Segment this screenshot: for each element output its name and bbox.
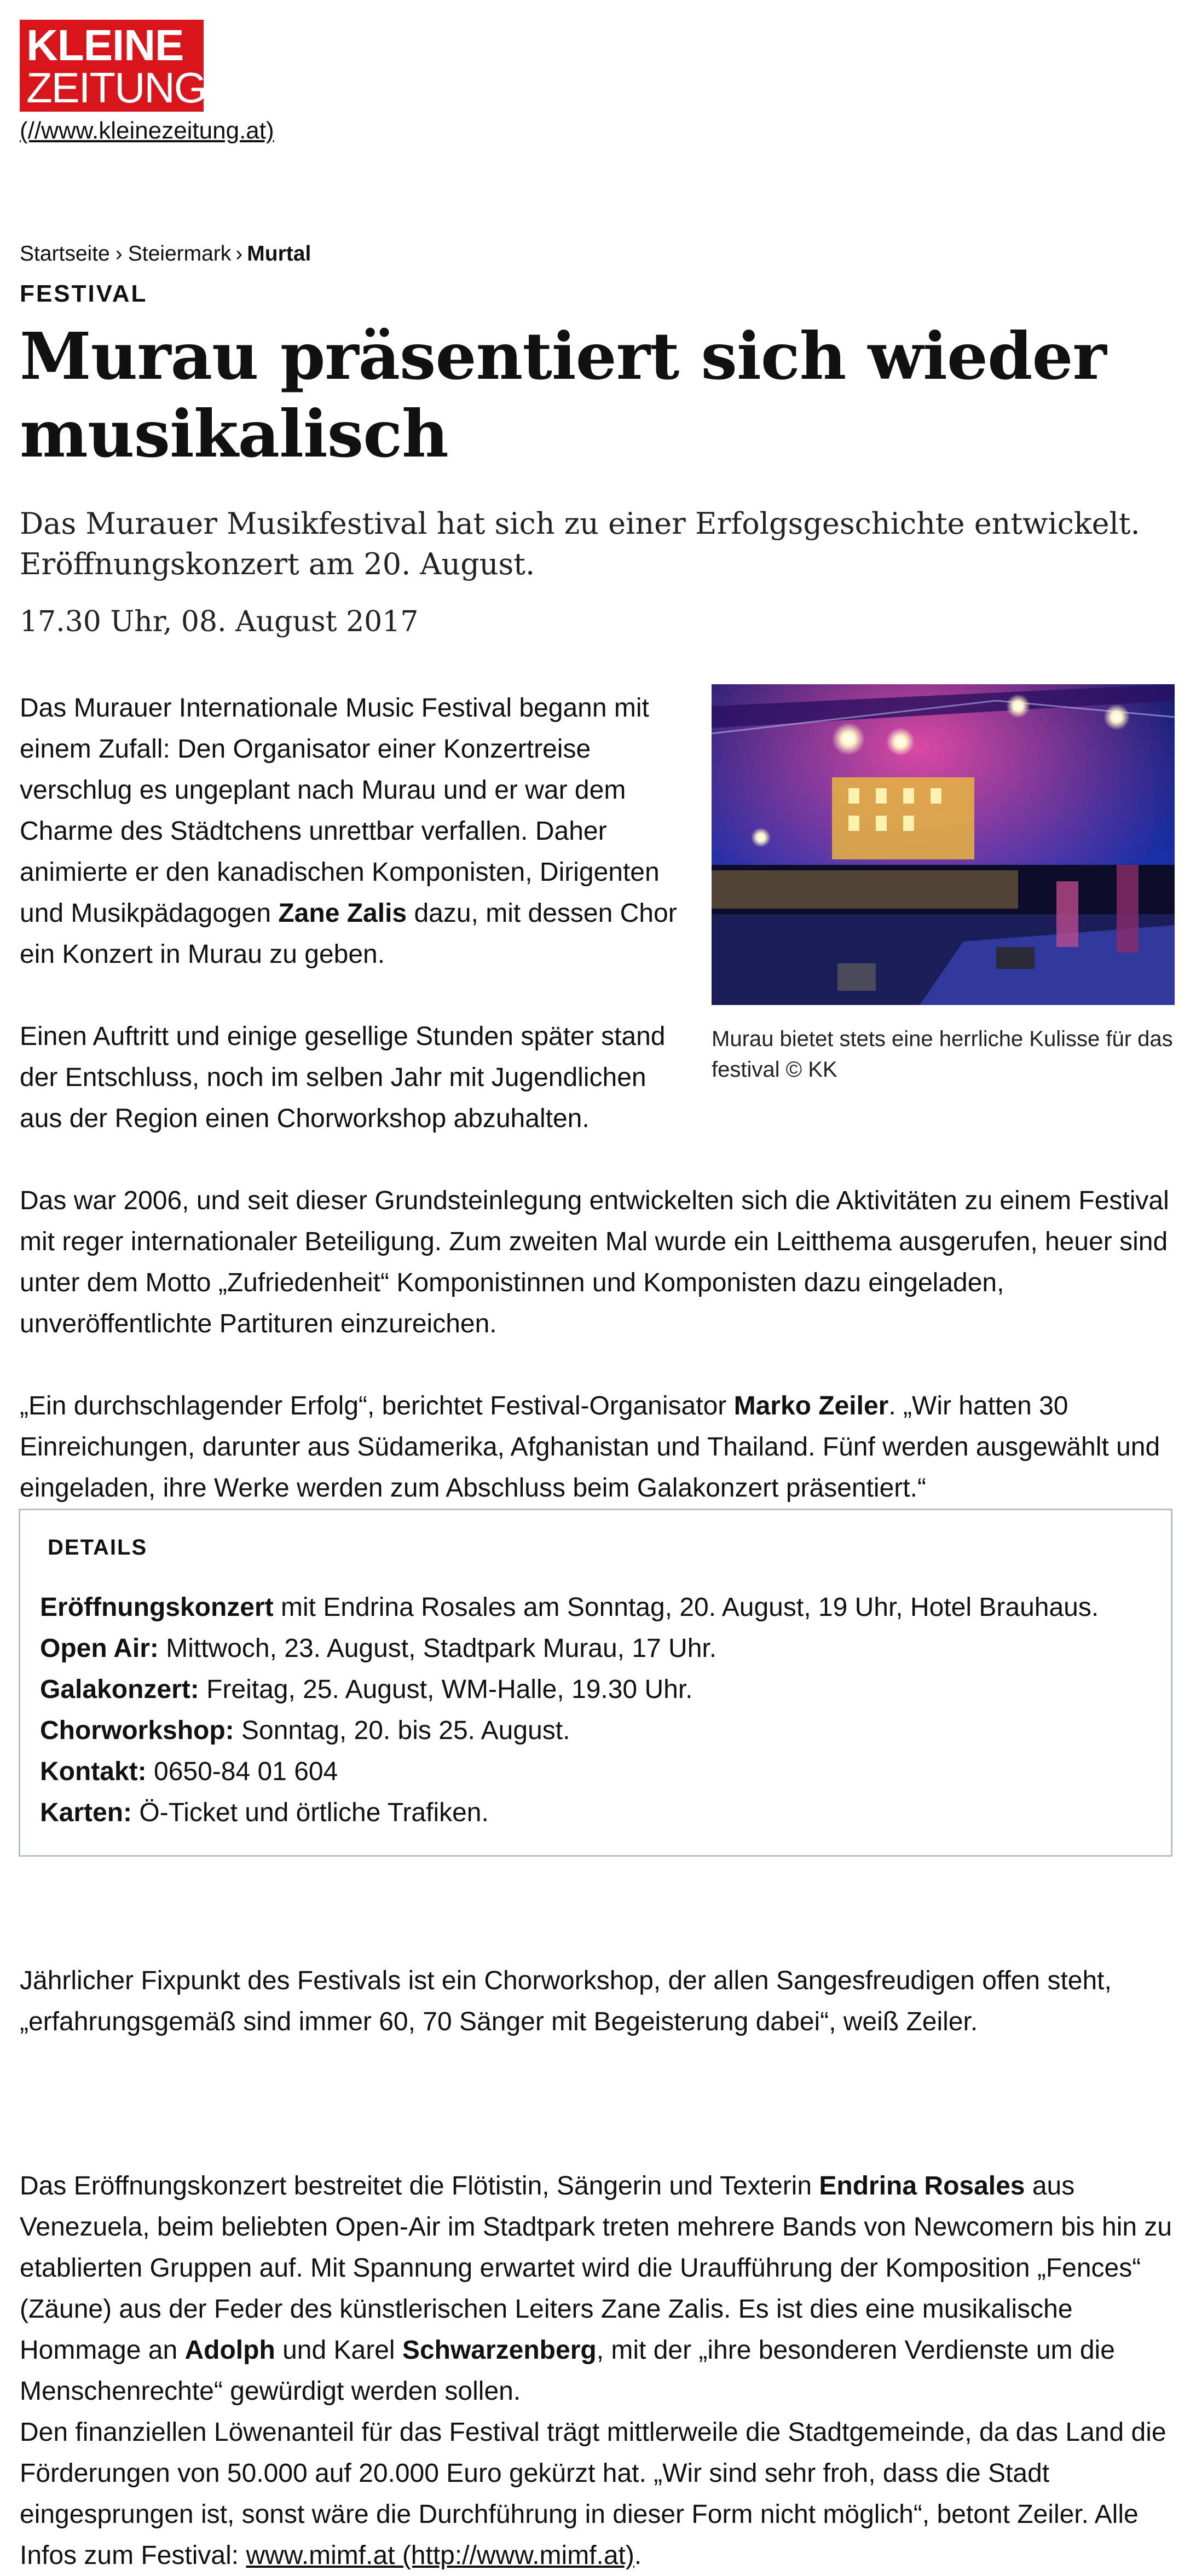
- breadcrumb: [20, 242, 311, 266]
- text: , mit der „ihre besonderen Verdienste um die Menschenrechte“ gewürdigt werden sollen.: [20, 2336, 1115, 2406]
- article-headline: Murau präsentiert sich wieder musikalisch: [20, 318, 1106, 472]
- details-item: [40, 1628, 1099, 1669]
- details-label: Kontakt:: [40, 1757, 147, 1786]
- paragraph-7: [20, 2412, 1180, 2576]
- article-date: 17.30 Uhr, 08. August 2017: [20, 605, 419, 638]
- details-label: Chorworkshop:: [40, 1716, 234, 1745]
- details-text: 0650-84 01 604: [146, 1757, 338, 1786]
- text: aus Venezuela, beim beliebten Open-Air im Stadtpark treten mehrere Bands von Newcomern bis hin zu etablierten Gruppen auf. Mit Spannung erwartet wird die Uraufführung der Komposition „Fences“ (Zäune) aus der Feder des künstlerischen Leiters Zane Zalis. Es ist dies eine musikalische Hommage an: [20, 2171, 1172, 2365]
- breadcrumb-steiermark[interactable]: Steiermark: [128, 242, 232, 265]
- text: . „Wir hatten 30 Einreichungen, darunter aus Südamerika, Afghanistan und Thailand. Fünf werden ausgewählt und eingeladen, ihre Werke werden zum Abschluss beim Galakonzert präsentiert.“: [20, 1391, 1160, 1503]
- details-text: Sonntag, 20. bis 25. August.: [234, 1716, 570, 1745]
- concert-stage-photo: [712, 684, 1175, 1005]
- kleine-zeitung-logo[interactable]: [20, 20, 204, 112]
- bold-name: Endrina Rosales: [819, 2171, 1025, 2200]
- paragraph-6: [20, 2165, 1180, 2412]
- details-text: Freitag, 25. August, WM-Halle, 19.30 Uhr.: [199, 1675, 693, 1704]
- paragraph-2: Einen Auftritt und einige gesellige Stunden später stand der Entschluss, noch im selben Jahr mit Jugendlichen aus der Region einen Chorworkshop abzuhalten.: [20, 1022, 666, 1133]
- bold-name: Marko Zeiler: [733, 1391, 889, 1420]
- details-text: Ö-Ticket und örtliche Trafiken.: [132, 1798, 489, 1827]
- bold-name: Schwarzenberg: [402, 2336, 597, 2365]
- details-list: [40, 1587, 1099, 1833]
- text: .: [634, 2541, 642, 2570]
- details-item: [40, 1751, 1099, 1792]
- details-item: [40, 1710, 1099, 1751]
- details-item: [40, 1792, 1099, 1833]
- bold-name: Adolph: [184, 2336, 275, 2365]
- text: und Karel: [275, 2336, 402, 2365]
- details-text: mit Endrina Rosales am Sonntag, 20. August, 19 Uhr, Hotel Brauhaus.: [273, 1593, 1099, 1622]
- text: Das Eröffnungskonzert bestreitet die Flötistin, Sängerin und Texterin: [20, 2171, 819, 2200]
- logo-home-link[interactable]: (//www.kleinezeitung.at): [20, 117, 274, 144]
- breadcrumb-separator: ›: [235, 242, 243, 265]
- breadcrumb-separator: ›: [115, 242, 123, 265]
- paragraph-4: [20, 1385, 1180, 1509]
- details-label: Galakonzert:: [40, 1675, 199, 1704]
- article-lead: Das Murauer Musikfestival hat sich zu einer Erfolgsgeschichte entwickelt. Eröffnungskonzert am 20. August.: [20, 506, 1140, 581]
- paragraph-1: [20, 688, 687, 975]
- article-image[interactable]: [712, 684, 1175, 1005]
- text: Den finanziellen Löwenanteil für das Festival trägt mittlerweile die Stadtgemeinde, da das Land die Förderungen von 50.000 auf 20.000 Euro gekürzt hat. „Wir sind sehr froh, dass die Stadt eingesprungen ist, sonst wäre die Durchführung in dieser Form nicht möglich“, betont Zeiler. Alle Infos zum Festival:: [20, 2418, 1166, 2570]
- details-item: [40, 1669, 1099, 1710]
- details-box: [19, 1509, 1172, 1857]
- text: Das Murauer Internationale Music Festival begann mit einem Zufall: Den Organisator einer Konzertreise verschlug es ungeplant nach Murau und er war dem Charme des Städtchens unrettbar verfallen. Daher animierte er den kanadischen Komponisten, Dirigenten und Musikpädagogen: [20, 694, 660, 928]
- details-title: DETAILS: [48, 1535, 148, 1560]
- text: „Ein durchschlagender Erfolg“, berichtet Festival-Organisator: [20, 1391, 734, 1420]
- logo-line-2: ZEITUNG: [26, 63, 206, 112]
- bold-name: Zane Zalis: [278, 899, 407, 928]
- details-item: [40, 1587, 1099, 1628]
- breadcrumb-home[interactable]: Startseite: [20, 242, 110, 265]
- text: dazu, mit dessen Chor ein Konzert in Murau zu geben.: [20, 899, 677, 969]
- details-label: Eröffnungskonzert: [40, 1593, 274, 1622]
- paragraph-5: Jährlicher Fixpunkt des Festivals ist ein Chorworkshop, der allen Sangesfreudigen offen steht, „erfahrungsgemäß sind immer 60, 70 Sänger mit Begeisterung dabei“, weiß Zeiler.: [20, 1966, 1112, 2036]
- paragraph-3: Das war 2006, und seit dieser Grundsteinlegung entwickelten sich die Aktivitäten zu einem Festival mit reger internationaler Beteiligung. Zum zweiten Mal wurde ein Leitthema ausgerufen, heuer sind unter dem Motto „Zufriedenheit“ Komponistinnen und Komponisten dazu eingeladen, unveröffentlichte Partituren einzureichen.: [20, 1186, 1169, 1338]
- details-text: Mittwoch, 23. August, Stadtpark Murau, 17 Uhr.: [158, 1634, 717, 1663]
- breadcrumb-current[interactable]: Murtal: [247, 242, 311, 265]
- details-label: Karten:: [40, 1798, 132, 1827]
- image-caption: Murau bietet stets eine herrliche Kulisse für das festival © KK: [712, 1027, 1173, 1082]
- details-label: Open Air:: [40, 1634, 159, 1663]
- article-kicker: FESTIVAL: [20, 280, 148, 307]
- logo-line-1: KLEINE: [26, 21, 184, 70]
- festival-website-link[interactable]: www.mimf.at (http://www.mimf.at): [246, 2541, 634, 2570]
